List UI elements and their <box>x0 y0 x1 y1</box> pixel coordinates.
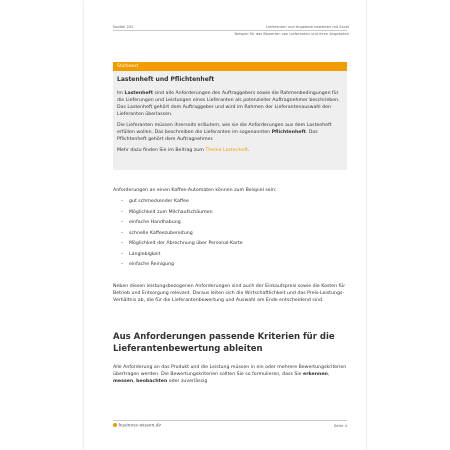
list-item: – Möglichkeit zum Milchaufschäumen <box>121 209 213 215</box>
keyword-box-label: Stichwort <box>113 62 347 71</box>
list-item: – schnelle Kaffeezubereitung <box>121 230 193 236</box>
keyword-box-title: Lastenheft und Pflichtenheft <box>117 76 215 83</box>
list-item: – gut schmeckender Kaffee <box>121 199 189 204</box>
section-heading: Aus Anforderungen passende Kriterien für die Lieferantenbewertung ableiten <box>113 332 335 354</box>
paragraph-costs: Neben diesen leistungsbezogenen Anforderungen sind auch der Einkaufspreis sowie die Kosten für Betrieb und Entsorgung relevant. Daraus leiten sich die Wirtschaftlichkeit und das Preis-Leistungs-Verhältnis ab, die für die Lieferantenbewertung und Auswahl am Ende entscheidend sind. <box>113 284 346 303</box>
header-title: Lieferanten und Angebote bewerten mit Excel <box>266 25 349 29</box>
header-divider <box>113 30 347 31</box>
page-number: Seite 4 <box>333 423 347 428</box>
list-item: – Langlebigkeit <box>121 251 161 257</box>
list-item: – einfache Reinigung <box>121 262 175 267</box>
footer-divider <box>113 420 347 421</box>
header-chapter: Kapitel 202 <box>113 25 134 29</box>
list-item: – einfache Handhabung <box>121 220 181 225</box>
keyword-box-paragraph-2: Die Lieferanten müssen ihrerseits erläutern, wie sie die Anforderungen aus dem Lastenheft erfüllen wollen. Das beschreiben die Lieferanten im sogenannten Pflichtenheft. Das Pflichtenheft gehört dem Auftragnehmer. <box>117 123 332 142</box>
header-subtitle: Beispiel für das Bewerten von Lieferanten und ihren Angeboten <box>234 32 349 36</box>
keyword-box-paragraph-1: Im Lastenheft sind alle Anforderungen des Auftraggebers sowie die Rahmenbedingungen für die Lieferungen und Leistungen eines Lieferanten als potenzieller Auftragnehmer beschrieben. Das Lastenheft gehört dem Auftraggeber und wird im Rahmen der Lieferantenauswahl den Lieferanten überlassen. <box>117 91 340 117</box>
keyword-box <box>113 62 347 170</box>
list-intro: Anforderungen an einen Kaffee-Automaten können zum Beispiel sein: <box>113 188 277 193</box>
keyword-box-paragraph-3: Mehr dazu finden Sie im Beitrag zum Thema Lastenheft. <box>117 148 250 153</box>
logo-dot-icon <box>113 423 117 427</box>
footer-logo: business-wissen.de <box>113 423 161 429</box>
paragraph-criteria: Alle Anforderung an das Produkt und die Leistung müssen in ein oder mehrere Bewertungskriterien übertragen werden. Die Bewertungskriterien sollten Sie so formulieren, dass Sie erkennen, messen, beobachten oder zuverlässig <box>113 365 347 384</box>
requirements-list <box>121 197 341 271</box>
list-item: – Möglichkeit der Abrechnung über Personal-Karte <box>121 241 243 246</box>
lastenheft-link[interactable]: Thema Lastenheft <box>205 148 248 153</box>
